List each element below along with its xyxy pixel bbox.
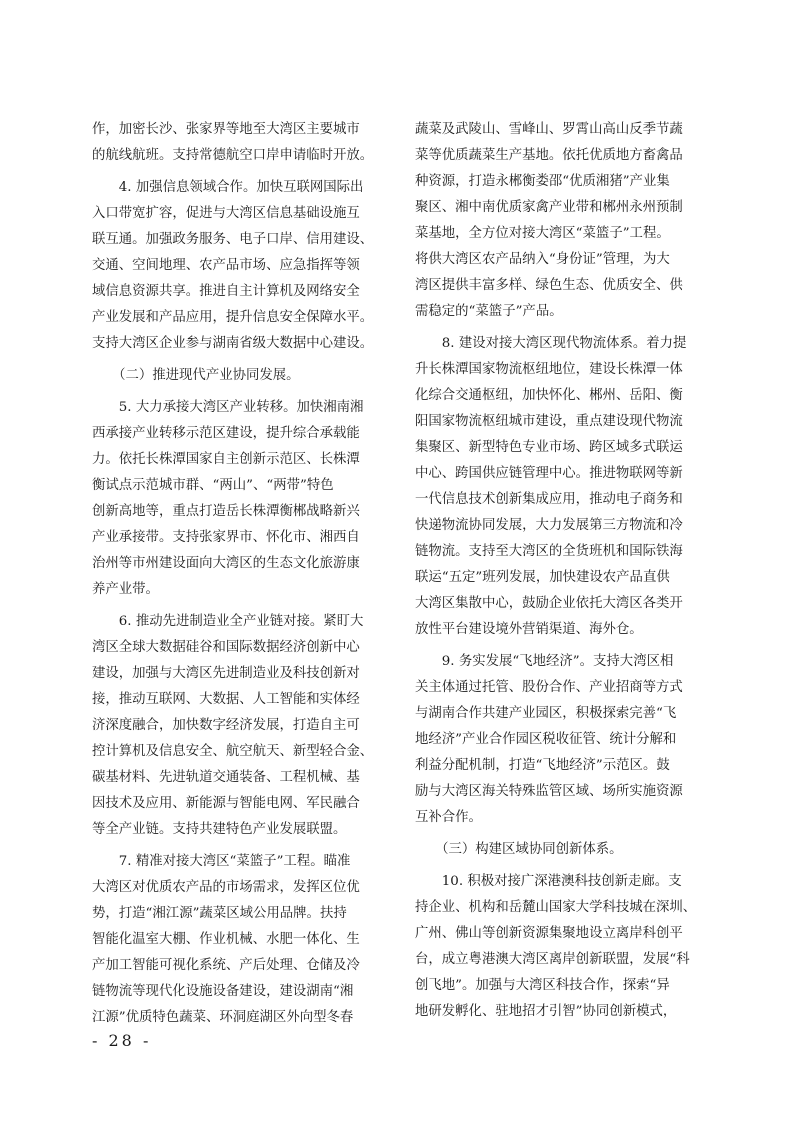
text-line: 一代信息技术创新集成应用，推动电子商务和 <box>415 492 683 507</box>
text-line: 9. 务实发展“飞地经济”。支持大湾区相 <box>415 654 674 669</box>
text-line: （三）构建区域协同创新体系。 <box>415 842 623 857</box>
text-line: 养产业带。 <box>92 582 159 597</box>
paragraph <box>92 117 394 169</box>
paragraph <box>92 849 394 1031</box>
text-line: 菜基地，全方位对接大湾区“菜篮子”工程。 <box>415 226 670 241</box>
text-line: 联运“五定”班列发展，加快建设农产品直供 <box>415 570 670 585</box>
text-line: 济深度融合，加快数字经济发展，打造自主可 <box>92 718 360 733</box>
text-line: 作，加密长沙、张家界等地至大湾区主要城市 <box>92 122 360 137</box>
text-line: 台，成立粤港澳大湾区离岸创新联盟，发展“科 <box>415 952 690 967</box>
text-line: 衡试点示范城市群、“两山”、“两带”特色 <box>92 478 334 493</box>
text-line: 交通、空间地理、农产品市场、应急指挥等领 <box>92 258 360 273</box>
text-line: 产加工智能可视化系统、产后处理、仓储及冷 <box>92 958 360 973</box>
text-line: 碳基材料、先进轨道交通装备、工程机械、基 <box>92 770 360 785</box>
paragraph <box>92 175 394 357</box>
paragraph <box>92 395 394 603</box>
text-line: 创新高地等，重点打造岳长株潭衡郴战略新兴 <box>92 504 360 519</box>
text-line: 将供大湾区农产品纳入“身份证”管理，为大 <box>415 252 670 267</box>
text-line: 智能化温室大棚、作业机械、水肥一体化、生 <box>92 932 360 947</box>
text-line: 化综合交通枢纽，加快怀化、郴州、岳阳、衡 <box>415 388 683 403</box>
text-line: 种资源，打造永郴衡娄邵“优质湘猪”产业集 <box>415 174 670 189</box>
left-column <box>92 117 394 1031</box>
paragraph <box>415 117 717 325</box>
text-line: 等全产业链。支持共建特色产业发展联盟。 <box>92 822 347 837</box>
text-line: 联互通。加强政务服务、电子口岸、信用建设、 <box>92 232 374 247</box>
text-line: 利益分配机制，打造“飞地经济”示范区。鼓 <box>415 758 670 773</box>
text-line: （二）推进现代产业协同发展。 <box>92 368 300 383</box>
text-line: 因技术及应用、新能源与智能电网、军民融合 <box>92 796 360 811</box>
text-line: 10. 积极对接广深港澳科技创新走廊。支 <box>415 874 682 889</box>
paragraph <box>415 649 717 831</box>
text-line: 大湾区对优质农产品的市场需求，发挥区位优 <box>92 880 360 895</box>
text-line: 快递物流协同发展，大力发展第三方物流和冷 <box>415 518 683 533</box>
text-line: 与湖南合作共建产业园区，积极探索完善“飞 <box>415 706 677 721</box>
text-line: 势，打造“湘江源”蔬菜区域公用品牌。扶持 <box>92 906 347 921</box>
page-number: - 28 - <box>92 1031 152 1050</box>
text-line: 地经济”产业合作园区税收征管、统计分解和 <box>415 732 677 747</box>
text-line: 产业发展和产品应用，提升信息安全保障水平。 <box>92 310 374 325</box>
paragraph <box>92 363 394 389</box>
text-line: 力。依托长株潭国家自主创新示范区、长株潭 <box>92 452 360 467</box>
text-line: 江源”优质特色蔬菜、环洞庭湖区外向型冬春 <box>92 1010 354 1025</box>
text-line: 8. 建设对接大湾区现代物流体系。着力提 <box>415 336 687 351</box>
paragraph <box>415 331 717 643</box>
text-line: 互补合作。 <box>415 810 482 825</box>
text-line: 建设，加强与大湾区先进制造业及科技创新对 <box>92 666 360 681</box>
text-line: 蔬菜及武陵山、雪峰山、罗霄山高山反季节蔬 <box>415 122 683 137</box>
paragraph <box>92 609 394 843</box>
text-line: 支持大湾区企业参与湖南省级大数据中心建设。 <box>92 336 374 351</box>
text-line: 链物流。支持至大湾区的全货班机和国际铁海 <box>415 544 683 559</box>
text-line: 聚区、湘中南优质家禽产业带和郴州永州预制 <box>415 200 683 215</box>
text-line: 控计算机及信息安全、航空航天、新型轻合金、 <box>92 744 374 759</box>
text-line: 集聚区、新型特色专业市场、跨区域多式联运 <box>415 440 683 455</box>
text-line: 阳国家物流枢纽城市建设，重点建设现代物流 <box>415 414 683 429</box>
text-line: 地研发孵化、驻地招才引智”协同创新模式， <box>415 1004 677 1019</box>
text-line: 西承接产业转移示范区建设，提升综合承载能 <box>92 426 360 441</box>
text-line: 域信息资源共享。推进自主计算机及网络安全 <box>92 284 360 299</box>
text-line: 链物流等现代化设施设备建设，建设湖南“湘 <box>92 984 354 999</box>
text-line: 放性平台建设境外营销渠道、海外仓。 <box>415 622 643 637</box>
text-line: 升长株潭国家物流枢纽地位，建设长株潭一体 <box>415 362 683 377</box>
text-line: 湾区全球大数据硅谷和国际数据经济创新中心 <box>92 640 360 655</box>
text-line: 产业承接带。支持张家界市、怀化市、湘西自 <box>92 530 360 545</box>
text-line: 大湾区集散中心，鼓励企业依托大湾区各类开 <box>415 596 683 611</box>
text-line: 入口带宽扩容，促进与大湾区信息基础设施互 <box>92 206 360 221</box>
text-line: 励与大湾区海关特殊监管区域、场所实施资源 <box>415 784 683 799</box>
text-line: 菜等优质蔬菜生产基地。依托优质地方畜禽品 <box>415 148 683 163</box>
paragraph <box>415 869 717 1025</box>
text-line: 4. 加强信息领域合作。加快互联网国际出 <box>92 180 364 195</box>
text-line: 6. 推动先进制造业全产业链对接。紧盯大 <box>92 614 364 629</box>
text-line: 需稳定的“菜篮子”产品。 <box>415 304 563 319</box>
text-line: 创飞地”。加强与大湾区科技合作，探索“异 <box>415 978 670 993</box>
text-line: 广州、佛山等创新资源集聚地设立离岸科创平 <box>415 926 683 941</box>
text-line: 7. 精准对接大湾区“菜篮子”工程。瞄准 <box>92 854 351 869</box>
text-line: 治州等市州建设面向大湾区的生态文化旅游康 <box>92 556 360 571</box>
text-line: 接，推动互联网、大数据、人工智能和实体经 <box>92 692 360 707</box>
right-column <box>415 117 717 1025</box>
text-line: 持企业、机构和岳麓山国家大学科技城在深圳、 <box>415 900 697 915</box>
text-line: 湾区提供丰富多样、绿色生态、优质安全、供 <box>415 278 683 293</box>
text-line: 5. 大力承接大湾区产业转移。加快湘南湘 <box>92 400 364 415</box>
text-line: 关主体通过托管、股份合作、产业招商等方式 <box>415 680 683 695</box>
paragraph <box>415 837 717 863</box>
text-line: 中心、跨国供应链管理中心。推进物联网等新 <box>415 466 683 481</box>
text-line: 的航线航班。支持常德航空口岸申请临时开放。 <box>92 148 374 163</box>
